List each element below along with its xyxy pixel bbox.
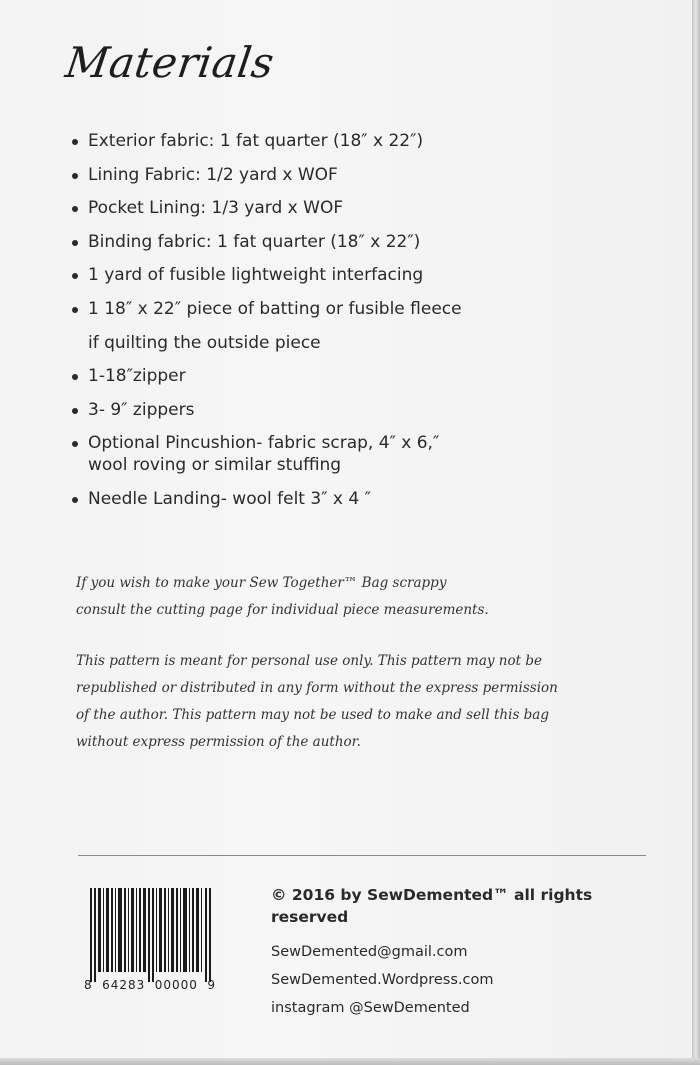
copyright-notice: © 2016 by SewDemented™ all rights reserved: [271, 886, 593, 926]
bullet-icon: [72, 139, 78, 145]
barcode-digit-group: 64283: [102, 978, 146, 992]
bullet-icon: [72, 240, 78, 246]
material-text: Pocket Lining: 1/3 yard x WOF: [88, 198, 344, 218]
list-item: [68, 432, 628, 476]
contact-block: [271, 884, 671, 1022]
barcode-digit-group: 9: [207, 978, 216, 992]
barcode-digit-group: 8: [84, 978, 93, 992]
list-item: [68, 365, 628, 387]
instagram-handle[interactable]: instagram @SewDemented: [271, 1000, 470, 1016]
bullet-icon: [72, 206, 78, 212]
material-text: Lining Fabric: 1/2 yard x WOF: [88, 164, 338, 185]
material-text: 1-18″zipper: [88, 366, 186, 386]
list-item: [68, 399, 628, 421]
note-line: republished or distributed in any form without the express permission: [76, 680, 558, 696]
bullet-icon: [72, 307, 78, 313]
list-item: [68, 298, 628, 354]
email-link[interactable]: SewDemented@gmail.com: [271, 944, 468, 960]
barcode-digit-group: 00000: [154, 978, 198, 992]
material-text: Exterior fabric: 1 fat quarter (18″ x 22″): [88, 131, 424, 151]
bullet-icon: [72, 441, 78, 447]
material-continuation: wool roving or similar stuffing: [88, 455, 342, 475]
list-item: [68, 130, 628, 152]
materials-list: [68, 130, 628, 521]
paper-edge-bottom: [0, 1058, 700, 1065]
note-line: This pattern is meant for personal use only. This pattern may not be: [76, 653, 542, 669]
barcode-number: [84, 978, 216, 992]
material-text: Binding fabric: 1 fat quarter (18″ x 22″): [88, 231, 421, 252]
material-text: 3- 9″ zippers: [88, 399, 195, 420]
note-line: If you wish to make your Sew Together™ Bag scrappy: [76, 575, 447, 591]
bullet-icon: [72, 374, 78, 380]
materials-heading: Materials: [62, 38, 278, 87]
website-link[interactable]: SewDemented.Wordpress.com: [271, 972, 494, 988]
material-text: 1 yard of fusible lightweight interfacing: [88, 265, 424, 285]
list-item: [68, 231, 628, 253]
note-line: without express permission of the author.: [76, 734, 361, 750]
list-item: [68, 264, 628, 286]
material-text: Optional Pincushion- fabric scrap, 4″ x 6,″: [88, 433, 440, 453]
material-continuation: if quilting the outside piece: [88, 332, 321, 353]
material-text: Needle Landing- wool felt 3″ x 4 ″: [88, 488, 371, 509]
footer-divider: [78, 855, 646, 856]
scrappy-note: [76, 570, 636, 624]
bullet-icon: [72, 408, 78, 414]
list-item: [68, 164, 628, 186]
note-line: of the author. This pattern may not be used to make and sell this bag: [76, 707, 550, 723]
bullet-icon: [72, 173, 78, 179]
note-line: consult the cutting page for individual piece measurements.: [76, 602, 489, 618]
bullet-icon: [72, 273, 78, 279]
material-text: 1 18″ x 22″ piece of batting or fusible fleece: [88, 298, 462, 319]
license-note: [76, 648, 636, 756]
paper-edge-right: [692, 0, 700, 1065]
list-item: [68, 488, 628, 510]
bullet-icon: [72, 497, 78, 503]
list-item: [68, 197, 628, 219]
